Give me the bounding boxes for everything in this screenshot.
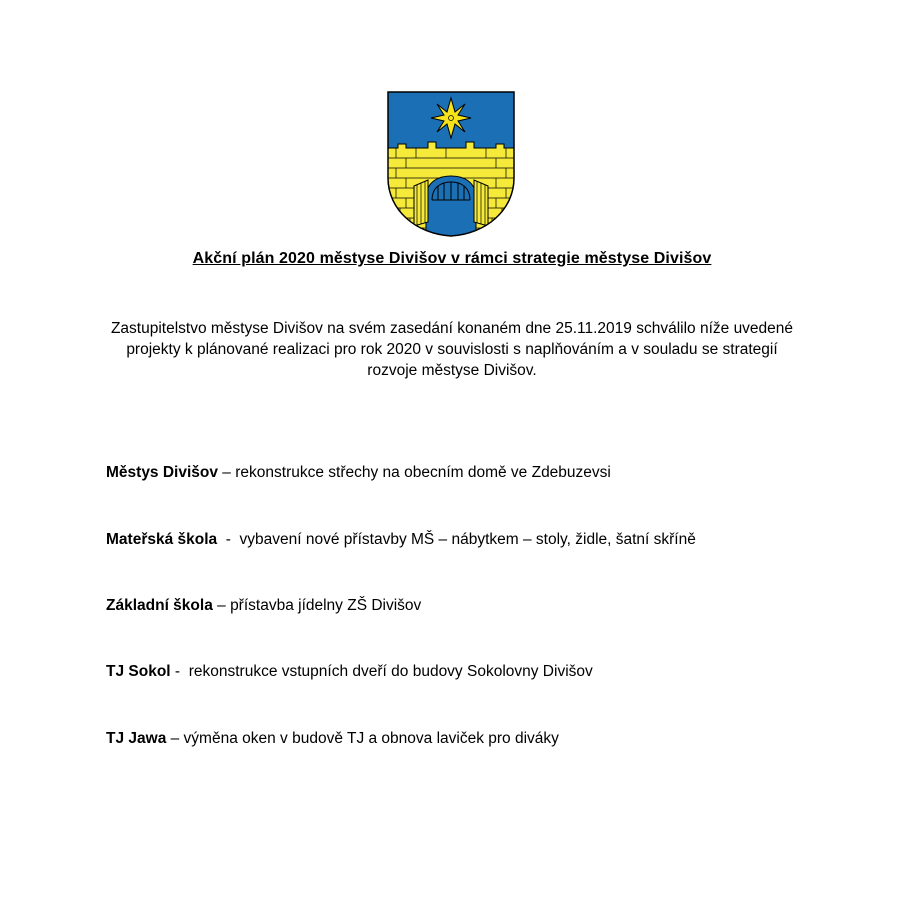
project-separator: – — [218, 464, 236, 481]
project-item — [106, 663, 593, 681]
project-text: vybavení nové přístavby MŠ – nábytkem – stoly, židle, šatní skříně — [239, 531, 696, 548]
project-org: Městys Divišov — [106, 464, 218, 481]
project-org: Mateřská škola — [106, 531, 218, 548]
project-org: TJ Sokol — [106, 663, 171, 680]
intro-paragraph: Zastupitelstvo městyse Divišov na svém zasedání konaném dne 25.11.2019 schválilo níže uvedené projekty k plánované realizaci pro rok 2020 v souvislosti s naplňováním a v souladu se strategií rozvoje městyse Divišov. — [110, 320, 794, 379]
project-item — [106, 597, 421, 615]
project-org: Základní škola — [106, 597, 213, 614]
star-icon — [431, 98, 471, 138]
project-item — [106, 531, 696, 549]
project-separator: - — [217, 531, 240, 548]
coat-of-arms-icon — [386, 90, 516, 238]
project-text: rekonstrukce vstupních dveří do budovy Sokolovny Divišov — [188, 663, 593, 680]
project-org: TJ Jawa — [106, 730, 167, 747]
project-item — [106, 730, 559, 748]
project-separator: – — [212, 597, 231, 614]
project-text: rekonstrukce střechy na obecním domě ve Zdebuzevsi — [235, 464, 611, 481]
project-text: přístavba jídelny ZŠ Divišov — [230, 597, 422, 614]
project-text: výměna oken v budově TJ a obnova laviček pro diváky — [183, 730, 559, 747]
document-title: Akční plán 2020 městyse Divišov v rámci strategie městyse Divišov — [192, 250, 712, 267]
project-separator: - — [170, 663, 189, 680]
project-separator: – — [166, 730, 184, 747]
project-item — [106, 464, 611, 482]
